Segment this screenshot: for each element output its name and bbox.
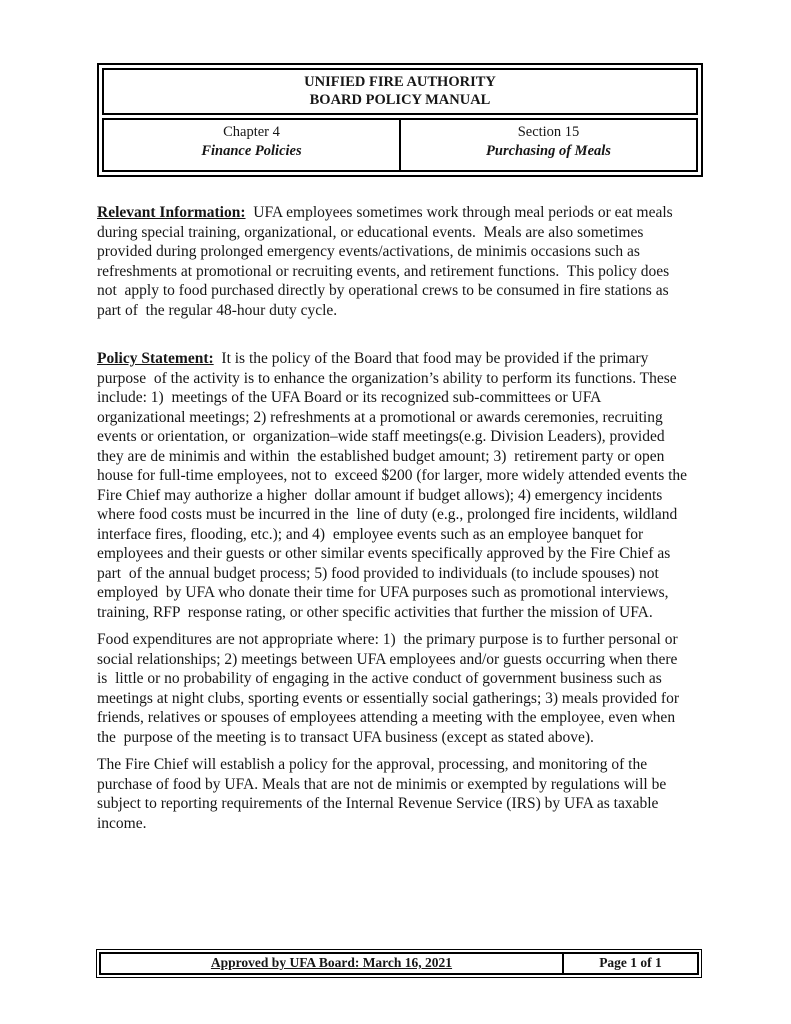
paragraph-2-line-9: where food costs must be incurred in the line of duty (e.g., prolonged fire incidents, wildland	[97, 506, 678, 523]
paragraph-2-line-5: events or orientation, or organization–wide staff meetings(e.g. Division Leaders), provided	[97, 428, 665, 445]
chapter-label: Chapter 4	[223, 124, 280, 140]
manual-title-line1: UNIFIED FIRE AUTHORITY	[304, 74, 496, 90]
manual-title-line2: BOARD POLICY MANUAL	[309, 92, 491, 108]
footer-inner-row	[99, 952, 699, 975]
paragraph-1-line-2: during special training, organizational, or educational events. Meals are also sometimes	[97, 223, 644, 241]
paragraph-2-line-13: employed by UFA who donate their time for UFA purposes such as promotional interviews,	[97, 584, 669, 601]
paragraph-1-lead: Relevant Information:	[97, 204, 246, 221]
paragraph-4-line-1: The Fire Chief will establish a policy for the approval, processing, and monitoring of the	[97, 756, 648, 773]
paragraph-2-line-14: training, RFP response rating, or other specific activities that further the mission of UFA.	[97, 603, 653, 621]
paragraph-1	[97, 203, 713, 320]
paragraph-3-line-3: is little or no probability of engaging in the active conduct of government business such as	[97, 670, 662, 687]
approval-text: Approved by UFA Board: March 16, 2021	[210, 955, 453, 970]
document-header-table	[97, 63, 703, 177]
section-label: Section 15	[517, 124, 580, 140]
paragraph-2-line-8: Fire Chief may authorize a higher dollar amount if budget allows); 4) emergency incidents	[97, 486, 663, 504]
paragraph-3-line-4: meetings at night clubs, sporting events or essentially social gatherings; 3) meals provided for	[97, 689, 679, 707]
chapter-name: Finance Policies	[201, 143, 302, 159]
section-cell	[401, 120, 696, 170]
paragraph-2	[97, 349, 713, 622]
paragraph-1-line-1: Relevant Information: UFA employees sometimes work through meal periods or eat meals	[97, 204, 673, 221]
section-name: Purchasing of Meals	[486, 143, 611, 159]
chapter-cell	[104, 120, 401, 170]
paragraph-1-line-4: refreshments at promotional or recruiting events, and retirement functions. This policy does	[97, 262, 670, 280]
paragraph-1-line-5: not apply to food purchased directly by operational crews to be consumed in fire stations as	[97, 282, 669, 299]
paragraph-4-line-3: subject to reporting requirements of the Internal Revenue Service (IRS) by UFA as taxable	[97, 795, 659, 812]
paragraph-2-line-11: employees and their guests or other similar events specifically approved by the Fire Chief as	[97, 545, 671, 562]
paragraph-2-lead: Policy Statement:	[97, 350, 214, 367]
paragraph-3-line-1: Food expenditures are not appropriate where: 1) the primary purpose is to further personal or	[97, 631, 678, 648]
document-footer-table	[96, 949, 702, 978]
page-number-cell	[564, 954, 697, 973]
manual-title-box	[102, 68, 698, 115]
chapter-section-row	[102, 118, 698, 172]
paragraph-2-line-12: part of the annual budget process; 5) food provided to individuals (to include spouses) not	[97, 564, 659, 582]
paragraph-4	[97, 755, 713, 833]
paragraph-3-line-6: the purpose of the meeting is to transact UFA business (except as stated above).	[97, 728, 594, 746]
approval-cell	[101, 954, 564, 973]
policy-body-text	[97, 203, 713, 833]
paragraph-2-line-1: Policy Statement: It is the policy of the Board that food may be provided if the primary	[97, 350, 649, 367]
paragraph-2-line-6: they are de minimis and within the established budget amount; 3) retirement party or open	[97, 447, 665, 465]
paragraph-2-line-4: organizational meetings; 2) refreshments at a promotional or awards ceremonies, recruiting	[97, 408, 663, 426]
paragraph-2-line-7: house for full-time employees, not to exceed $200 (for larger, more widely attended events the	[97, 467, 688, 484]
paragraph-3-line-2: social relationships; 2) meetings between UFA employees and/or guests occurring when there	[97, 650, 678, 668]
paragraph-4-line-4: income.	[97, 814, 147, 832]
paragraph-4-line-2: purchase of food by UFA. Meals that are not de minimis or exempted by regulations will be	[97, 775, 667, 793]
paragraph-3	[97, 630, 713, 747]
page-number-text: Page 1 of 1	[599, 955, 662, 970]
paragraph-1-line-3: provided during prolonged emergency events/activations, de minimis occasions such as	[97, 243, 640, 260]
paragraph-3-line-5: friends, relatives or spouses of employees attending a meeting with the employee, even when	[97, 709, 676, 726]
paragraph-2-line-10: interface fires, flooding, etc.); and 4) employee events such as an employee banquet for	[97, 525, 644, 543]
paragraph-1-line-6: part of the regular 48-hour duty cycle.	[97, 301, 338, 319]
paragraph-2-line-3: include: 1) meetings of the UFA Board or its recognized sub-committees or UFA	[97, 389, 602, 406]
paragraph-2-line-2: purpose of the activity is to enhance the organization’s ability to perform its functions. These	[97, 369, 677, 387]
